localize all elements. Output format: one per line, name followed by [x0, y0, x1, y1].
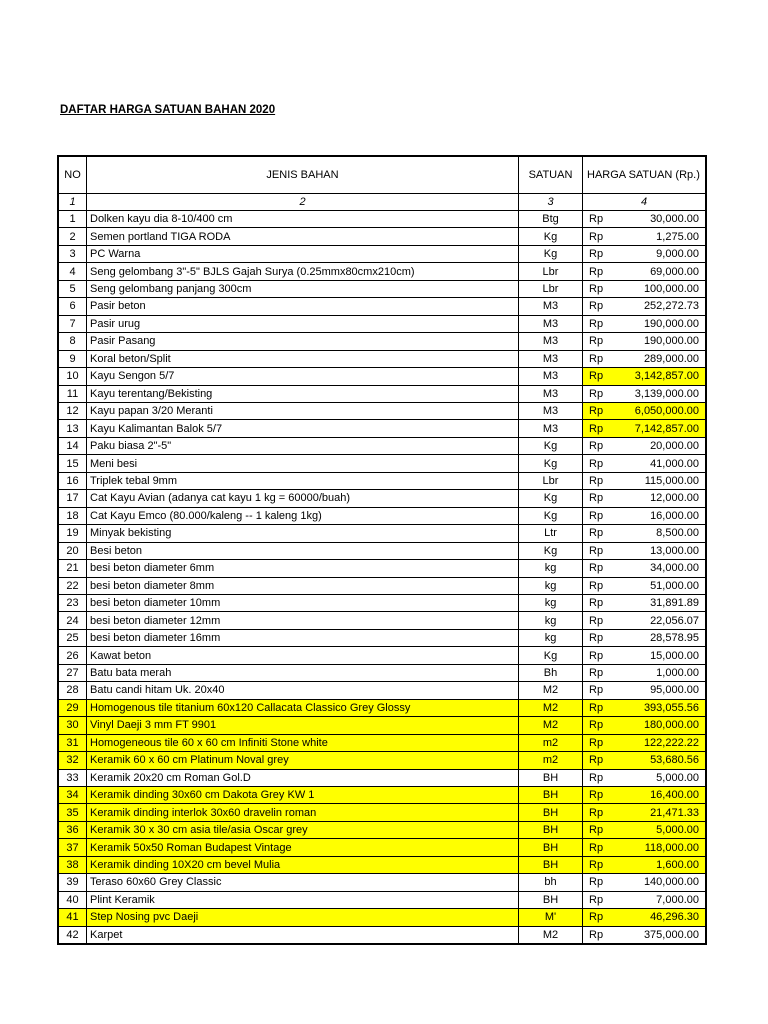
- currency-label: Rp: [583, 280, 623, 297]
- unit: M3: [519, 333, 583, 350]
- row-number: 15: [59, 455, 87, 472]
- row-number: 29: [59, 699, 87, 716]
- material-name: besi beton diameter 16mm: [87, 629, 519, 646]
- currency-label: Rp: [583, 385, 623, 402]
- currency-label: Rp: [583, 263, 623, 280]
- currency-label: Rp: [583, 909, 623, 926]
- currency-label: Rp: [583, 560, 623, 577]
- unit: M3: [519, 420, 583, 437]
- unit-price: 16,000.00: [623, 507, 706, 524]
- material-name: Kawat beton: [87, 647, 519, 664]
- unit-price: 15,000.00: [623, 647, 706, 664]
- row-number: 31: [59, 734, 87, 751]
- unit: BH: [519, 821, 583, 838]
- unit: Kg: [519, 437, 583, 454]
- table-row: [59, 507, 706, 524]
- material-name: Keramik dinding interlok 30x60 dravelin roman: [87, 804, 519, 821]
- header-satuan: SATUAN: [519, 157, 583, 194]
- unit-price: 30,000.00: [623, 211, 706, 228]
- currency-label: Rp: [583, 577, 623, 594]
- table-row: [59, 385, 706, 402]
- table-row: [59, 298, 706, 315]
- column-index-harga: 4: [583, 194, 706, 211]
- unit-price: 31,891.89: [623, 594, 706, 611]
- unit: M2: [519, 699, 583, 716]
- material-name: Pasir beton: [87, 298, 519, 315]
- unit-price: 5,000.00: [623, 821, 706, 838]
- row-number: 14: [59, 437, 87, 454]
- column-index-jenis: 2: [87, 194, 519, 211]
- unit: M3: [519, 385, 583, 402]
- row-number: 34: [59, 786, 87, 803]
- material-name: Seng gelombang panjang 300cm: [87, 280, 519, 297]
- table-row: [59, 594, 706, 611]
- row-number: 42: [59, 926, 87, 943]
- unit-price: 100,000.00: [623, 280, 706, 297]
- table-row: [59, 455, 706, 472]
- currency-label: Rp: [583, 717, 623, 734]
- row-number: 36: [59, 821, 87, 838]
- row-number: 19: [59, 525, 87, 542]
- currency-label: Rp: [583, 350, 623, 367]
- table-row: [59, 211, 706, 228]
- material-name: Step Nosing pvc Daeji: [87, 909, 519, 926]
- unit: Lbr: [519, 472, 583, 489]
- table-row: [59, 560, 706, 577]
- row-number: 1: [59, 211, 87, 228]
- unit: Kg: [519, 245, 583, 262]
- unit: kg: [519, 594, 583, 611]
- unit-price: 95,000.00: [623, 682, 706, 699]
- table-row: [59, 402, 706, 419]
- material-name: Besi beton: [87, 542, 519, 559]
- unit-price: 140,000.00: [623, 874, 706, 891]
- table-row: [59, 856, 706, 873]
- table-row: [59, 315, 706, 332]
- table-row: [59, 612, 706, 629]
- material-name: PC Warna: [87, 245, 519, 262]
- table-row: [59, 821, 706, 838]
- row-number: 37: [59, 839, 87, 856]
- table-row: [59, 437, 706, 454]
- row-number: 11: [59, 385, 87, 402]
- currency-label: Rp: [583, 629, 623, 646]
- unit: m2: [519, 734, 583, 751]
- unit-price: 1,275.00: [623, 228, 706, 245]
- currency-label: Rp: [583, 664, 623, 681]
- table-row: [59, 682, 706, 699]
- material-name: Keramik 30 x 30 cm asia tile/asia Oscar grey: [87, 821, 519, 838]
- material-name: Vinyl Daeji 3 mm FT 9901: [87, 717, 519, 734]
- row-number: 16: [59, 472, 87, 489]
- table-row: [59, 490, 706, 507]
- currency-label: Rp: [583, 211, 623, 228]
- column-index-row: [59, 194, 706, 211]
- unit-price: 1,000.00: [623, 664, 706, 681]
- table-row: [59, 420, 706, 437]
- column-index-no: 1: [59, 194, 87, 211]
- unit-price: 53,680.56: [623, 752, 706, 769]
- unit-price: 289,000.00: [623, 350, 706, 367]
- material-name: Batu candi hitam Uk. 20x40: [87, 682, 519, 699]
- header-no: NO: [59, 157, 87, 194]
- unit: Kg: [519, 647, 583, 664]
- unit-price: 122,222.22: [623, 734, 706, 751]
- currency-label: Rp: [583, 891, 623, 908]
- table-row: [59, 245, 706, 262]
- unit-price: 51,000.00: [623, 577, 706, 594]
- header-row: [59, 157, 706, 194]
- unit-price: 20,000.00: [623, 437, 706, 454]
- unit-price: 118,000.00: [623, 839, 706, 856]
- unit: kg: [519, 560, 583, 577]
- currency-label: Rp: [583, 228, 623, 245]
- unit-price: 115,000.00: [623, 472, 706, 489]
- row-number: 24: [59, 612, 87, 629]
- material-name: Plint Keramik: [87, 891, 519, 908]
- table-row: [59, 280, 706, 297]
- currency-label: Rp: [583, 752, 623, 769]
- material-name: besi beton diameter 8mm: [87, 577, 519, 594]
- material-name: Pasir urug: [87, 315, 519, 332]
- currency-label: Rp: [583, 839, 623, 856]
- currency-label: Rp: [583, 333, 623, 350]
- material-name: Triplek tebal 9mm: [87, 472, 519, 489]
- table-row: [59, 786, 706, 803]
- row-number: 7: [59, 315, 87, 332]
- table-row: [59, 350, 706, 367]
- unit-price: 21,471.33: [623, 804, 706, 821]
- row-number: 5: [59, 280, 87, 297]
- unit: BH: [519, 856, 583, 873]
- unit-price: 22,056.07: [623, 612, 706, 629]
- unit: Kg: [519, 228, 583, 245]
- unit-price: 12,000.00: [623, 490, 706, 507]
- table-row: [59, 664, 706, 681]
- unit: kg: [519, 629, 583, 646]
- unit: M2: [519, 717, 583, 734]
- material-name: Homogeneous tile 60 x 60 cm Infiniti Stone white: [87, 734, 519, 751]
- unit-price: 393,055.56: [623, 699, 706, 716]
- unit: M3: [519, 402, 583, 419]
- currency-label: Rp: [583, 926, 623, 943]
- table-row: [59, 629, 706, 646]
- unit: Btg: [519, 211, 583, 228]
- table-row: [59, 699, 706, 716]
- unit: Kg: [519, 542, 583, 559]
- unit-price: 252,272.73: [623, 298, 706, 315]
- header-jenis-bahan: JENIS BAHAN: [87, 157, 519, 194]
- currency-label: Rp: [583, 490, 623, 507]
- material-name: Seng gelombang 3"-5" BJLS Gajah Surya (0.25mmx80cmx210cm): [87, 263, 519, 280]
- unit-price: 34,000.00: [623, 560, 706, 577]
- unit-price: 5,000.00: [623, 769, 706, 786]
- unit-price: 8,500.00: [623, 525, 706, 542]
- table-row: [59, 647, 706, 664]
- row-number: 13: [59, 420, 87, 437]
- currency-label: Rp: [583, 507, 623, 524]
- row-number: 39: [59, 874, 87, 891]
- table-row: [59, 839, 706, 856]
- table-row: [59, 542, 706, 559]
- unit-price: 7,142,857.00: [623, 420, 706, 437]
- material-name: Kayu papan 3/20 Meranti: [87, 402, 519, 419]
- unit: BH: [519, 786, 583, 803]
- row-number: 17: [59, 490, 87, 507]
- table-row: [59, 891, 706, 908]
- unit: M': [519, 909, 583, 926]
- material-name: besi beton diameter 10mm: [87, 594, 519, 611]
- currency-label: Rp: [583, 821, 623, 838]
- material-name: Cat Kayu Emco (80.000/kaleng -- 1 kaleng 1kg): [87, 507, 519, 524]
- unit-price: 7,000.00: [623, 891, 706, 908]
- currency-label: Rp: [583, 245, 623, 262]
- row-number: 30: [59, 717, 87, 734]
- unit: Kg: [519, 455, 583, 472]
- unit: M2: [519, 926, 583, 943]
- currency-label: Rp: [583, 402, 623, 419]
- currency-label: Rp: [583, 786, 623, 803]
- material-name: Keramik 20x20 cm Roman Gol.D: [87, 769, 519, 786]
- currency-label: Rp: [583, 856, 623, 873]
- unit: Lbr: [519, 280, 583, 297]
- material-name: Meni besi: [87, 455, 519, 472]
- row-number: 9: [59, 350, 87, 367]
- material-name: Pasir Pasang: [87, 333, 519, 350]
- currency-label: Rp: [583, 420, 623, 437]
- table-row: [59, 263, 706, 280]
- table-body: [59, 211, 706, 944]
- header-harga-satuan: HARGA SATUAN (Rp.): [583, 157, 706, 194]
- unit: BH: [519, 769, 583, 786]
- unit: BH: [519, 891, 583, 908]
- table-row: [59, 525, 706, 542]
- row-number: 3: [59, 245, 87, 262]
- unit-price: 6,050,000.00: [623, 402, 706, 419]
- material-name: Dolken kayu dia 8-10/400 cm: [87, 211, 519, 228]
- currency-label: Rp: [583, 368, 623, 385]
- material-name: Kayu Kalimantan Balok 5/7: [87, 420, 519, 437]
- currency-label: Rp: [583, 734, 623, 751]
- row-number: 25: [59, 629, 87, 646]
- row-number: 10: [59, 368, 87, 385]
- row-number: 22: [59, 577, 87, 594]
- unit-price: 46,296.30: [623, 909, 706, 926]
- row-number: 38: [59, 856, 87, 873]
- unit: M2: [519, 682, 583, 699]
- unit-price: 28,578.95: [623, 629, 706, 646]
- row-number: 33: [59, 769, 87, 786]
- table-row: [59, 472, 706, 489]
- currency-label: Rp: [583, 612, 623, 629]
- row-number: 4: [59, 263, 87, 280]
- table-row: [59, 804, 706, 821]
- currency-label: Rp: [583, 455, 623, 472]
- currency-label: Rp: [583, 647, 623, 664]
- unit: Bh: [519, 664, 583, 681]
- unit-price: 16,400.00: [623, 786, 706, 803]
- material-name: Batu bata merah: [87, 664, 519, 681]
- row-number: 28: [59, 682, 87, 699]
- unit: M3: [519, 298, 583, 315]
- material-name: Keramik dinding 10X20 cm bevel Mulia: [87, 856, 519, 873]
- table-row: [59, 909, 706, 926]
- currency-label: Rp: [583, 542, 623, 559]
- unit: BH: [519, 839, 583, 856]
- unit-price: 1,600.00: [623, 856, 706, 873]
- row-number: 40: [59, 891, 87, 908]
- unit-price: 3,142,857.00: [623, 368, 706, 385]
- unit: Ltr: [519, 525, 583, 542]
- document-title: DAFTAR HARGA SATUAN BAHAN 2020: [60, 104, 276, 116]
- unit-price: 375,000.00: [623, 926, 706, 943]
- unit-price: 9,000.00: [623, 245, 706, 262]
- unit-price: 180,000.00: [623, 717, 706, 734]
- row-number: 27: [59, 664, 87, 681]
- unit-price: 69,000.00: [623, 263, 706, 280]
- unit: M3: [519, 368, 583, 385]
- table-row: [59, 577, 706, 594]
- currency-label: Rp: [583, 315, 623, 332]
- unit-price: 3,139,000.00: [623, 385, 706, 402]
- row-number: 20: [59, 542, 87, 559]
- row-number: 26: [59, 647, 87, 664]
- table-row: [59, 926, 706, 943]
- table-row: [59, 333, 706, 350]
- table-row: [59, 228, 706, 245]
- unit-price: 190,000.00: [623, 333, 706, 350]
- currency-label: Rp: [583, 804, 623, 821]
- currency-label: Rp: [583, 437, 623, 454]
- currency-label: Rp: [583, 298, 623, 315]
- material-name: Cat Kayu Avian (adanya cat kayu 1 kg = 60000/buah): [87, 490, 519, 507]
- unit-price: 41,000.00: [623, 455, 706, 472]
- table-row: [59, 734, 706, 751]
- material-name: Homogenous tile titanium 60x120 Callacata Classico Grey Glossy: [87, 699, 519, 716]
- row-number: 2: [59, 228, 87, 245]
- material-name: Paku biasa 2"-5": [87, 437, 519, 454]
- currency-label: Rp: [583, 594, 623, 611]
- unit: M3: [519, 315, 583, 332]
- table-row: [59, 717, 706, 734]
- unit: BH: [519, 804, 583, 821]
- row-number: 18: [59, 507, 87, 524]
- unit: m2: [519, 752, 583, 769]
- row-number: 6: [59, 298, 87, 315]
- material-name: besi beton diameter 12mm: [87, 612, 519, 629]
- unit: kg: [519, 612, 583, 629]
- unit: Kg: [519, 507, 583, 524]
- unit-price: 13,000.00: [623, 542, 706, 559]
- material-name: Keramik 60 x 60 cm Platinum Noval grey: [87, 752, 519, 769]
- currency-label: Rp: [583, 472, 623, 489]
- unit: M3: [519, 350, 583, 367]
- unit: Kg: [519, 490, 583, 507]
- material-name: Semen portland TIGA RODA: [87, 228, 519, 245]
- table-row: [59, 368, 706, 385]
- row-number: 41: [59, 909, 87, 926]
- currency-label: Rp: [583, 874, 623, 891]
- table-row: [59, 752, 706, 769]
- row-number: 32: [59, 752, 87, 769]
- material-name: Keramik dinding 30x60 cm Dakota Grey KW 1: [87, 786, 519, 803]
- column-index-satuan: 3: [519, 194, 583, 211]
- row-number: 21: [59, 560, 87, 577]
- currency-label: Rp: [583, 699, 623, 716]
- material-name: Kayu Sengon 5/7: [87, 368, 519, 385]
- unit: Lbr: [519, 263, 583, 280]
- table-row: [59, 874, 706, 891]
- row-number: 12: [59, 402, 87, 419]
- unit-price: 190,000.00: [623, 315, 706, 332]
- row-number: 8: [59, 333, 87, 350]
- row-number: 23: [59, 594, 87, 611]
- currency-label: Rp: [583, 769, 623, 786]
- unit: kg: [519, 577, 583, 594]
- unit: bh: [519, 874, 583, 891]
- material-name: Teraso 60x60 Grey Classic: [87, 874, 519, 891]
- currency-label: Rp: [583, 525, 623, 542]
- price-table: [58, 156, 706, 944]
- material-name: Karpet: [87, 926, 519, 943]
- material-name: Koral beton/Split: [87, 350, 519, 367]
- material-name: besi beton diameter 6mm: [87, 560, 519, 577]
- material-name: Kayu terentang/Bekisting: [87, 385, 519, 402]
- currency-label: Rp: [583, 682, 623, 699]
- material-name: Keramik 50x50 Roman Budapest Vintage: [87, 839, 519, 856]
- row-number: 35: [59, 804, 87, 821]
- table-row: [59, 769, 706, 786]
- material-name: Minyak bekisting: [87, 525, 519, 542]
